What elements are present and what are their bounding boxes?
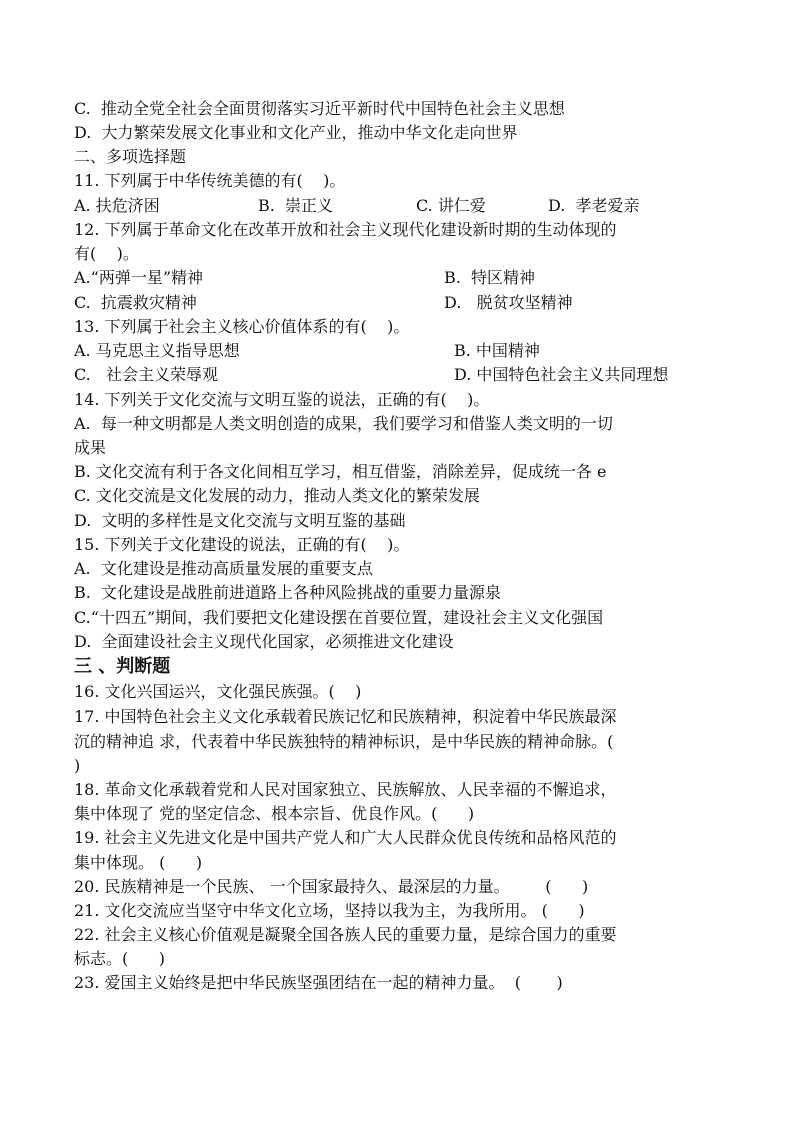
q15-stem: 15. 下列关于文化建设的说法，正确的有( )。 — [74, 535, 410, 554]
q11-option-a: A. 扶危济困 — [74, 196, 160, 215]
q21: 21. 文化交流应当坚守中华文化立场，坚持以我为主，为我所用。 ( ) — [74, 901, 585, 920]
q17-line2: 沉的精神追 求，代表着中华民族独特的精神标识，是中华民族的精神命脉。( — [74, 732, 614, 751]
q22-line1: 22. 社会主义核心价值观是凝聚全国各族人民的重要力量，是综合国力的重要 — [74, 925, 617, 944]
q16: 16. 文化兴国运兴，文化强民族强。( ) — [74, 682, 362, 701]
q14-option-a-line2: 成果 — [74, 438, 107, 457]
q18-line1: 18. 革命文化承载着党和人民对国家独立、民族解放、人民幸福的不懈追求， — [74, 780, 617, 799]
q12-option-d: D. 脱贫攻坚精神 — [444, 293, 573, 312]
section2-title: 二、多项选择题 — [74, 147, 187, 166]
q11-option-b: B. 崇正义 — [258, 196, 334, 215]
q14-option-c: C. 文化交流是文化发展的动力，推动人类文化的繁荣发展 — [74, 486, 480, 505]
q10-option-c: C. 推动全党全社会全面贯彻落实习近平新时代中国特色社会主义思想 — [74, 99, 565, 118]
q11-stem: 11. 下列属于中华传统美德的有( )。 — [74, 171, 346, 190]
q13-option-a: A. 马克思主义指导思想 — [74, 341, 240, 360]
q13-option-c: C. 社会主义荣辱观 — [74, 365, 219, 384]
q17-line3: ) — [74, 756, 81, 775]
q19-line2: 集中体现。 ( ) — [74, 853, 203, 872]
q18-line2: 集中体现了 党的坚定信念、根本宗旨、优良作风。( ) — [74, 804, 475, 823]
section3-title: 三 、判断题 — [74, 656, 171, 677]
q14-stem: 14. 下列关于文化交流与文明互鉴的说法，正确的有( )。 — [74, 390, 490, 409]
q19-line1: 19. 社会主义先进文化是中国共产党人和广大人民群众优良传统和品格风范的 — [74, 828, 617, 847]
q20: 20. 民族精神是一个民族、 一个国家最持久、最深层的力量。 ( ) — [74, 877, 589, 896]
q23: 23. 爱国主义始终是把中华民族坚强团结在一起的精神力量。 ( ) — [74, 973, 563, 992]
q11-option-c: C. 讲仁爱 — [416, 196, 486, 215]
q15-option-d: D. 全面建设社会主义现代化国家，必须推进文化建设 — [74, 632, 454, 651]
q14-option-a-line1: A. 每一种文明都是人类文明创造的成果，我们要学习和借鉴人类文明的一切 — [74, 414, 613, 433]
q13-option-b: B. 中国精神 — [454, 341, 540, 360]
q15-option-b: B. 文化建设是战胜前进道路上各种风险挑战的重要力量源泉 — [74, 583, 502, 602]
q15-option-c: C.“十四五”期间，我们要把文化建设摆在首要位置，建设社会主义文化强国 — [74, 608, 604, 627]
q17-line1: 17. 中国特色社会主义文化承载着民族记忆和民族精神，积淀着中华民族最深 — [74, 707, 617, 726]
q12-option-a: A.“两弹一星”精神 — [74, 268, 204, 287]
q12-stem-line1: 12. 下列属于革命文化在改革开放和社会主义现代化建设新时期的生动体现的 — [74, 220, 617, 239]
q14-option-b: B. 文化交流有利于各文化间相互学习，相互借鉴，消除差异，促成统一各 e — [74, 462, 607, 481]
q10-option-d: D. 大力繁荣发展文化事业和文化产业，推动中华文化走向世界 — [74, 123, 518, 142]
q12-option-b: B. 特区精神 — [444, 268, 536, 287]
q11-option-d: D. 孝老爱亲 — [548, 196, 640, 215]
q22-line2: 标志。( ) — [74, 949, 166, 968]
q12-stem-line2: 有( )。 — [74, 244, 139, 263]
q13-stem: 13. 下列属于社会主义核心价值体系的有( )。 — [74, 317, 410, 336]
q14-option-d: D. 文明的多样性是文化交流与文明互鉴的基础 — [74, 511, 406, 530]
q12-option-c: C. 抗震救灾精神 — [74, 293, 197, 312]
q15-option-a: A. 文化建设是推动高质量发展的重要支点 — [74, 559, 373, 578]
q13-option-d: D. 中国特色社会主义共同理想 — [454, 365, 669, 384]
